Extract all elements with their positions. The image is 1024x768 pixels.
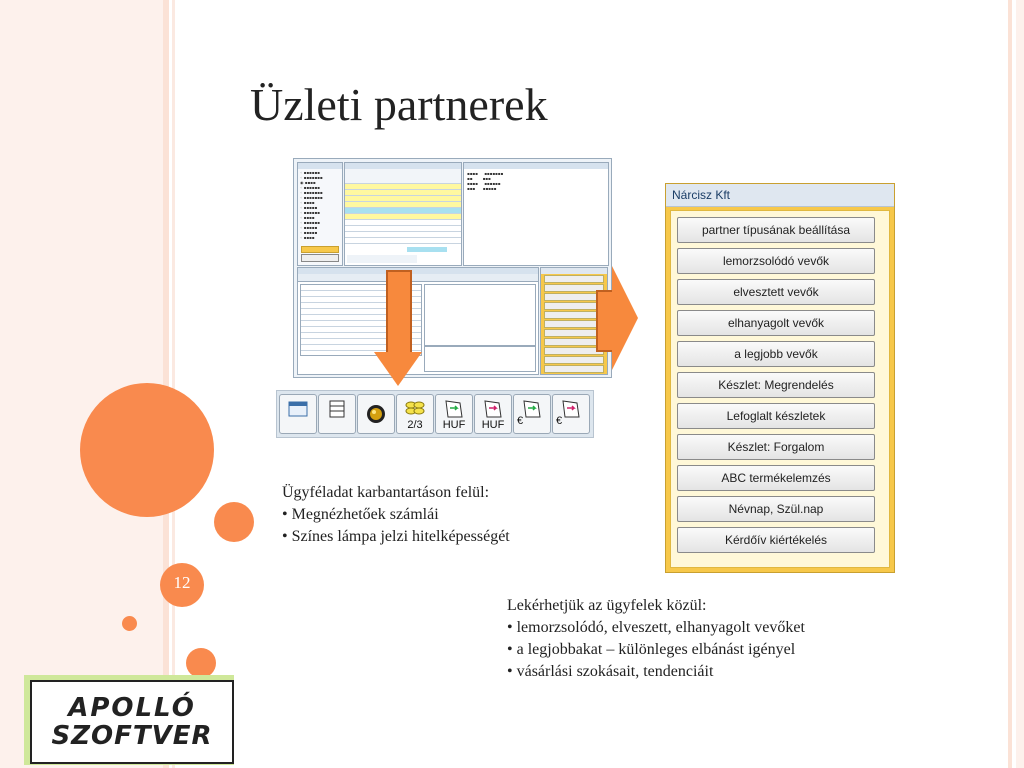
declining-customers-button[interactable]: lemorzsolódó vevők [677,248,875,274]
right-stripe [1016,0,1024,768]
left-stripe-accent [163,0,169,768]
logo-line-2: SZOFTVER [51,721,213,751]
right-text-heading: Lekérhetjük az ügyfelek közül: [507,597,707,614]
left-stripe-thin [172,0,175,768]
right-text-bullet: • lemorzsolódó, elveszett, elhanyagolt vevőket [507,619,805,636]
decor-circle-large [80,383,214,517]
reserved-stock-button[interactable]: Lefoglalt készletek [677,403,875,429]
invoice-huf-red-icon [481,399,505,419]
slide-number: 12 [160,563,204,607]
partner-type-button[interactable]: partner típusának beállítása [677,217,875,243]
customer-detail-pane: ▪▪▪▪ ▪▪▪▪▪▪▪ ▪▪ ▪▪▪ ▪▪▪▪ ▪▪▪▪▪▪ ▪▪▪ ▪▪▪▪▪ [463,162,609,266]
right-text-bullet: • a legjobbakat – különleges elbánást igényel [507,641,796,658]
left-text-heading: Ügyféladat karbantartáson felül: [282,484,490,501]
decor-circle-bottom [186,648,216,678]
invoice-huf-red-button[interactable] [474,394,512,434]
database-button[interactable] [318,394,356,434]
survey-evaluation-button[interactable]: Kérdőív kiértékelés [677,527,875,553]
invoice-eur-red-button[interactable] [552,394,590,434]
logo-line-1: APOLLÓ [68,693,196,723]
slide-title: Üzleti partnerek [250,79,548,130]
coins-icon [403,399,427,419]
window-button[interactable] [279,394,317,434]
status-lamp-icon [364,400,388,428]
stock-order-button[interactable]: Készlet: Megrendelés [677,372,875,398]
invoice-huf-button[interactable] [435,394,473,434]
coins-label: 2/3 [407,419,423,431]
invoice-eur-label: € [517,415,524,427]
right-stripe-accent [1008,0,1012,768]
best-customers-button[interactable]: a legjobb vevők [677,341,875,367]
customer-list-pane [344,162,462,266]
window-icon [286,399,310,419]
toolbar-zoom [276,390,594,438]
left-text-bullet: • Megnézhetőek számlái [282,506,439,523]
app-screenshot [293,158,612,378]
arrow-right-head [612,266,638,370]
arrow-down-shaft [386,270,412,360]
stock-turnover-button[interactable]: Készlet: Forgalom [677,434,875,460]
left-text-bullet: • Színes lámpa jelzi hitelképességét [282,528,510,545]
customer-actions-panel [665,183,895,573]
invoice-huf-red-label: HUF [481,419,505,431]
nameday-birthday-button[interactable]: Névnap, Szül.nap [677,496,875,522]
decor-circle-medium [214,502,254,542]
abc-analysis-button[interactable]: ABC termékelemzés [677,465,875,491]
right-text-block [507,595,967,683]
decor-circle-small [122,616,137,631]
invoice-eur-button[interactable] [513,394,551,434]
status-lamp-button[interactable] [357,394,395,434]
logo [30,680,234,764]
right-text-bullet: • vásárlási szokásait, tendenciáit [507,663,714,680]
arrow-down-head [374,352,422,386]
lost-customers-button[interactable]: elvesztett vevők [677,279,875,305]
panel-body [670,210,890,568]
database-icon [325,399,349,419]
panel-title: Nárcisz Kft [666,184,894,207]
left-text-block [282,482,622,548]
neglected-customers-button[interactable]: elhanyagolt vevők [677,310,875,336]
coins-button[interactable] [396,394,434,434]
invoice-huf-icon [442,399,466,419]
invoice-eur-red-icon [559,399,583,419]
crm-tree-pane: ◦ ▪▪▪▪▪▪ ◦ ▪▪▪▪▪▪▪ ◉ ▪▪▪▪ ◦ ▪▪▪▪▪▪ ◦ ▪▪▪▪▪▪▪ ◦ ▪▪▪▪▪▪▪ ◦ ▪▪▪▪ ◦ ▪▪▪▪▪ ◦ ▪▪▪▪▪▪ ◦ ▪▪▪▪ ◦ ▪▪▪▪▪▪ ◦ ▪▪▪▪▪ ◦ ▪▪▪▪▪ ◦ ▪▪▪▪ [297,162,343,266]
invoice-eur-red-label: € [556,415,563,427]
invoice-eur-icon [520,399,544,419]
invoice-huf-label: HUF [442,419,466,431]
